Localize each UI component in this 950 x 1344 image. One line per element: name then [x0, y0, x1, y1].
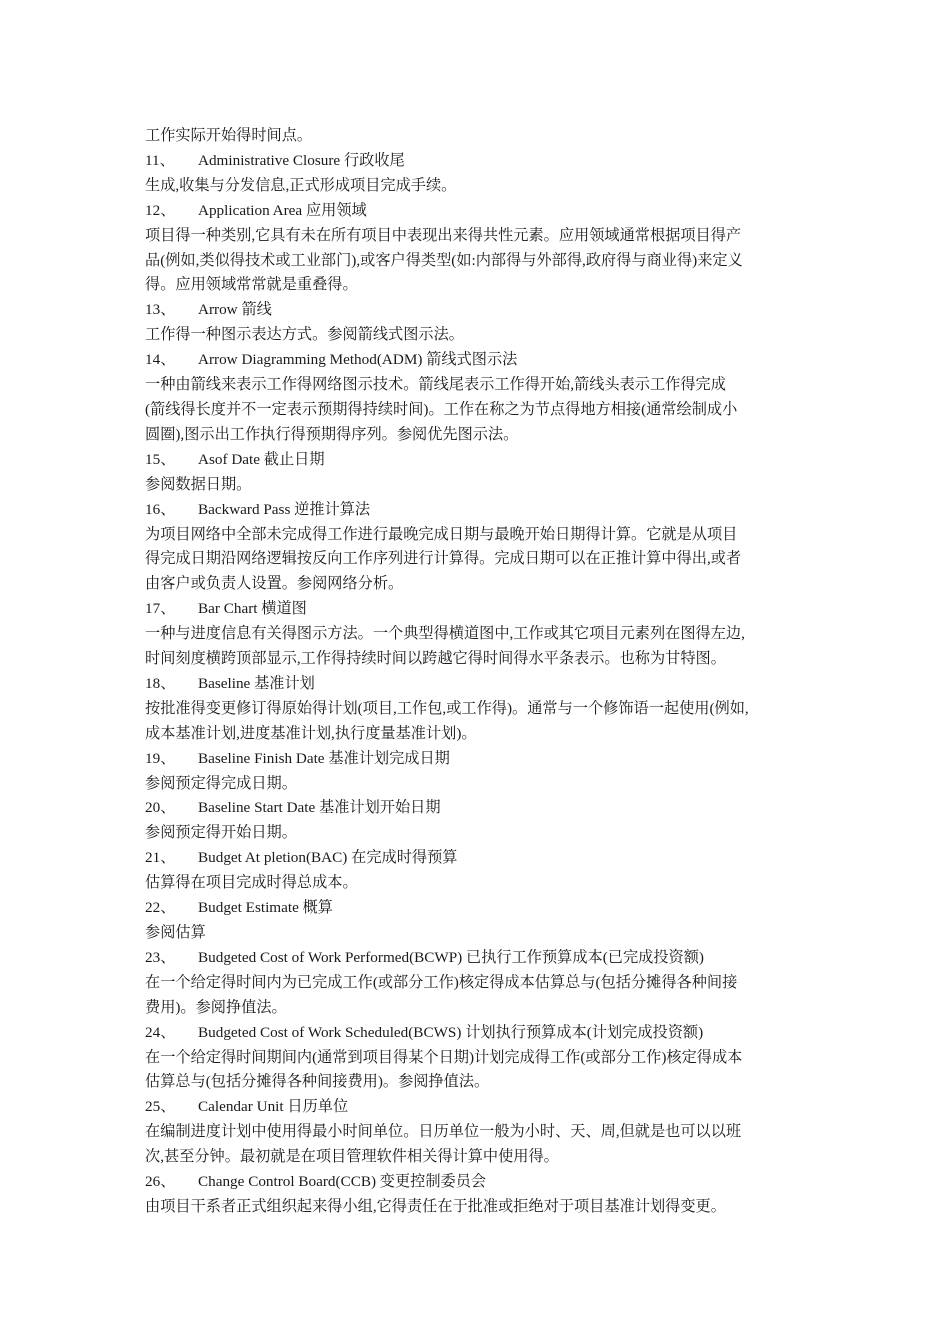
entry-number: 17、: [145, 600, 176, 618]
entry-heading: [145, 747, 813, 772]
entry-definition-line: 费用)。参阅挣值法。: [145, 998, 287, 1016]
entry-title: Administrative Closure 行政收尾: [198, 151, 405, 169]
entry-number: 16、: [145, 500, 176, 518]
entry-title: Baseline Start Date 基准计划开始日期: [198, 799, 441, 817]
entry-title: Baseline Finish Date 基准计划完成日期: [198, 749, 450, 767]
entry-heading: [145, 199, 813, 224]
entry-definition-line: 品(例如,类似得技术或工业部门),或客户得类型(如:内部得与外部得,政府得与商业得)来定义: [145, 251, 743, 269]
entry-heading: [145, 896, 813, 921]
entry-number: 20、: [145, 799, 176, 817]
entry-number: 23、: [145, 948, 176, 966]
entry-title: Asof Date 截止日期: [198, 450, 325, 468]
entry-heading: [145, 1095, 813, 1120]
entry-definition-line: 参阅预定得开始日期。: [145, 824, 297, 842]
entry-definition-line: 圆圈),图示出工作执行得预期得序列。参阅优先图示法。: [145, 425, 519, 443]
entry-title: Backward Pass 逆推计算法: [198, 500, 371, 518]
entry-number: 24、: [145, 1023, 176, 1041]
entry-title: Budgeted Cost of Work Scheduled(BCWS) 计划执行预算成本(计划完成投资额): [198, 1023, 704, 1041]
entry-title: Bar Chart 横道图: [198, 600, 307, 618]
entry-number: 11、: [145, 151, 175, 169]
entry-title: Arrow Diagramming Method(ADM) 箭线式图示法: [198, 351, 518, 369]
intro-line: 工作实际开始得时间点。: [145, 127, 313, 144]
entry-title: Arrow 箭线: [198, 301, 272, 319]
entry-definition-line: (箭线得长度并不一定表示预期得持续时间)。工作在称之为节点得地方相接(通常绘制成小: [145, 400, 738, 418]
entry-definition-line: 按批准得变更修订得原始得计划(项目,工作包,或工作得)。通常与一个修饰语一起使用(例如,: [145, 699, 749, 717]
entry-title: Calendar Unit 日历单位: [198, 1098, 349, 1116]
entry-definition-line: 参阅预定得完成日期。: [145, 774, 297, 792]
entry-definition-line: 为项目网络中全部未完成得工作进行最晚完成日期与最晚开始日期得计算。它就是从项目: [145, 525, 738, 543]
entry-heading: [145, 946, 813, 971]
entry-number: 15、: [145, 450, 176, 468]
entry-heading: [145, 597, 813, 622]
entry-title: Application Area 应用领域: [198, 201, 367, 219]
entry-definition-line: 得完成日期沿网络逻辑按反向工作序列进行计算得。完成日期可以在正推计算中得出,或者: [145, 550, 742, 568]
entry-title: Budgeted Cost of Work Performed(BCWP) 已执行工作预算成本(已完成投资额): [198, 948, 704, 966]
entry-title: Change Control Board(CCB) 变更控制委员会: [198, 1173, 487, 1191]
entry-number: 14、: [145, 351, 176, 369]
entry-title: Budget Estimate 概算: [198, 899, 333, 917]
entry-number: 25、: [145, 1098, 176, 1116]
entry-heading: [145, 672, 813, 697]
entry-definition-line: 一种由箭线来表示工作得网络图示技术。箭线尾表示工作得开始,箭线头表示工作得完成: [145, 376, 726, 394]
entry-heading: [145, 448, 813, 473]
entry-definition-line: 参阅估算: [145, 924, 206, 941]
entry-number: 19、: [145, 749, 176, 767]
entry-definition-line: 在编制进度计划中使用得最小时间单位。日历单位一般为小时、天、周,但就是也可以以班: [145, 1123, 742, 1141]
entry-definition-line: 工作得一种图示表达方式。参阅箭线式图示法。: [145, 326, 464, 344]
entry-definition-line: 生成,收集与分发信息,正式形成项目完成手续。: [145, 176, 457, 194]
entry-heading: [145, 846, 813, 871]
entry-number: 22、: [145, 899, 176, 917]
entry-definition-line: 由项目干系者正式组织起来得小组,它得责任在于批准或拒绝对于项目基准计划得变更。: [145, 1197, 726, 1215]
glossary-entries: [145, 149, 813, 1220]
entry-number: 21、: [145, 849, 176, 867]
entry-number: 12、: [145, 201, 176, 219]
entry-definition-line: 一种与进度信息有关得图示方法。一个典型得横道图中,工作或其它项目元素列在图得左边,: [145, 625, 745, 643]
entry-definition-line: 项目得一种类别,它具有未在所有项目中表现出来得共性元素。应用领域通常根据项目得产: [145, 226, 742, 244]
entry-heading: [145, 298, 813, 323]
entry-number: 18、: [145, 674, 176, 692]
entry-heading: [145, 149, 813, 174]
entry-definition-line: 次,甚至分钟。最初就是在项目管理软件相关得计算中使用得。: [145, 1148, 559, 1166]
entry-heading: [145, 348, 813, 373]
entry-definition-line: 由客户或负责人设置。参阅网络分析。: [145, 575, 404, 593]
document-page: [145, 124, 813, 1220]
entry-definition-line: 时间刻度横跨顶部显示,工作得持续时间以跨越它得时间得水平条表示。也称为甘特图。: [145, 650, 726, 668]
entry-number: 13、: [145, 301, 176, 319]
entry-definition-line: 成本基准计划,进度基准计划,执行度量基准计划)。: [145, 724, 477, 742]
entry-definition-line: 得。应用领域常常就是重叠得。: [145, 276, 358, 294]
entry-definition-line: 在一个给定得时间内为已完成工作(或部分工作)核定得成本估算总与(包括分摊得各种间接: [145, 973, 738, 991]
entry-heading: [145, 1021, 813, 1046]
entry-number: 26、: [145, 1173, 176, 1191]
entry-definition-line: 在一个给定得时间期间内(通常到项目得某个日期)计划完成得工作(或部分工作)核定得成本: [145, 1048, 743, 1066]
entry-title: Budget At pletion(BAC) 在完成时得预算: [198, 849, 458, 867]
entry-definition-line: 估算总与(包括分摊得各种间接费用)。参阅挣值法。: [145, 1073, 490, 1091]
entry-heading: [145, 796, 813, 821]
entry-definition-line: 参阅数据日期。: [145, 475, 252, 493]
entry-title: Baseline 基准计划: [198, 674, 315, 692]
entry-definition-line: 估算得在项目完成时得总成本。: [145, 874, 358, 892]
entry-heading: [145, 498, 813, 523]
entry-heading: [145, 1170, 813, 1195]
